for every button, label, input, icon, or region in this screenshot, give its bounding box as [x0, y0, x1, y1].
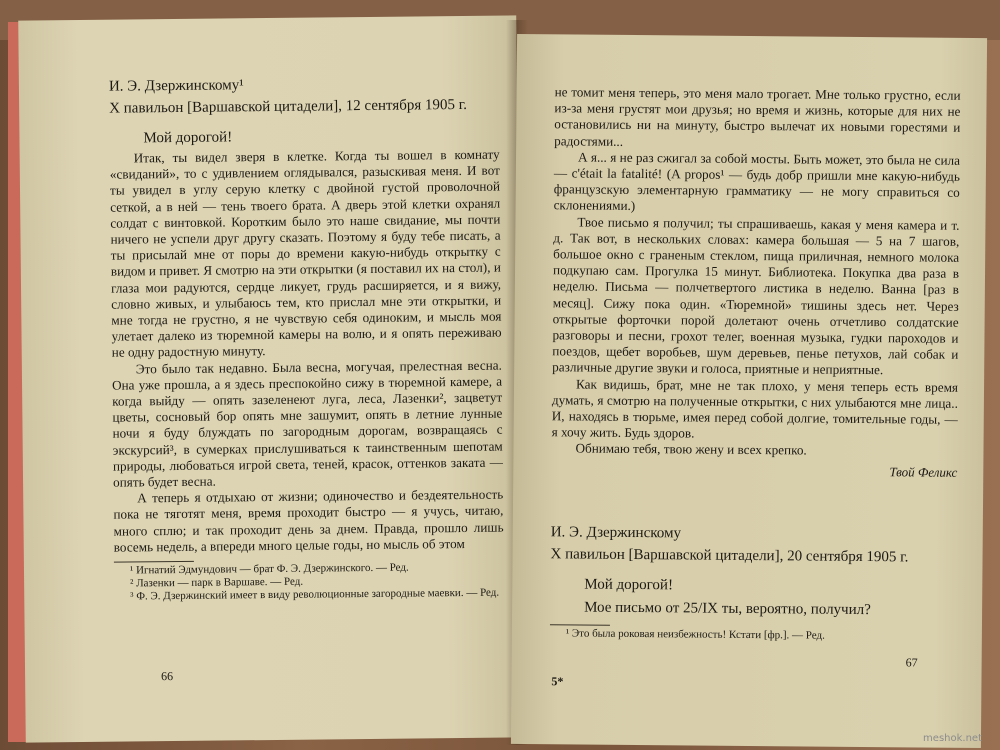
footnote: ¹ Игнатий Эдмундович — брат Ф. Э. Дзержинского. — Ред. — [129, 561, 409, 577]
letter-body — [110, 147, 504, 556]
signature: Твой Феликс — [889, 463, 958, 480]
letter-heading-recipient: И. Э. Дзержинскому¹ — [108, 77, 244, 95]
paragraph: Как видишь, брат, мне не так плохо, у меня теперь есть время думать, я смотрю на полученные открытки, с них улыбаются мне лица.. И, находясь в тюрьме, имея перед собой долгие, томительные годы, — я хочу жить. Будь здоров. — [551, 376, 959, 441]
footnote: ² Лазенки — парк в Варшаве. — Ред. — [130, 575, 304, 590]
footnotes — [550, 624, 825, 642]
page-number: 66 — [161, 669, 174, 684]
footnote: ³ Ф. Э. Дзержинский имеет в виду революционные загородные маевки. — Ред. — [130, 586, 500, 603]
right-page — [511, 34, 987, 748]
paragraph: Итак, ты видел зверя в клетке. Когда ты вошел в комнату «свиданий», то с удивлением оглядывался, разыскивая меня. И вот ты увидел в углу серую клетку с двойной густой проволочной сеткой, а в ней — тень твоего брата. А дверь этой клетки охранял солдат с винтовкой. Коротким было это наше свидание, мы почти ничего не успели друг другу сказать. Поэтому я буду тебе писать, а ты присылай мне от поры до времени какую-нибудь открытку с видом и привет. Я смотрю на эти открытки (я поставил их на стол), и глаза мои радуются, сердце ликует, грудь расширяется, и я вижу, словно живых, и улыбаюсь тем, кто прислал мне эти открытки, и мне тогда не грустно, я не чувствую себя одиноким, и мысль моя улетает далеко из тюремной камеры на волю, и я опять переживаю не одну радостную минуту. — [109, 146, 502, 361]
paragraph: не томит меня теперь, это меня мало трогает. Мне только грустно, если из-за меня грустят мои друзья; но время и жизнь, которые для них не остановились ни на минуту, быстро вылечат их новыми горестями и радостями... — [554, 84, 961, 149]
signature-mark: 5* — [551, 674, 564, 689]
letter-body-continued — [551, 84, 960, 460]
letter-heading-place-date: X павильон [Варшавской цитадели], 12 сентября 1905 г. — [109, 96, 468, 117]
watermark: meshok.net — [923, 733, 982, 744]
paragraph: Твое письмо я получил; ты спрашиваешь, какая у меня камера и т. д. Так вот, в нескольких словах: камера большая — 5 на 7 шагов, большое окно с граненым стеклом, пища приличная, немного молока подкупаю сам. Прогулка 15 минут. Библиотека. Покупка два раза в неделю. Письма — полчетвертого листика в неделю. Ванна [раз в месяц]. Сижу пока один. «Тюремной» тишины здесь нет. Через открытые форточки порой долетают очень отчетливо солдатские разговоры и песни, грохот телег, военная музыка, гудки пароходов и поездов, щебет воробьев, шум деревьев, пенье петухов, лай собак и различные другие звуки и голоса, приятные и неприятные. — [552, 214, 960, 378]
paragraph: Обнимаю тебя, твою жену и всех крепко. — [575, 440, 807, 458]
letter-greeting: Мой дорогой! — [143, 129, 233, 147]
paragraph: Это было так недавно. Была весна, могучая, прелестная весна. Она уже прошла, а я здесь преспокойно сижу в тюремной камере, а когда выйду — опять зазеленеют луга, леса, Лазенки², зацветут цветы, сосновый бор опять мне зашумит, опять в летние лунные ночи я буду блуждать по загородным дорогам, возвращаясь с экскурсий³, в сумерках прислушиваться к таинственным шепотам природы, любоваться игрой света, теней, красок, оттенков заката — опять будет весна. — [111, 357, 503, 490]
second-letter-heading-place-date: X павильон [Варшавской цитадели], 20 сентября 1905 г. — [550, 545, 909, 566]
second-letter-heading-recipient: И. Э. Дзержинскому — [550, 523, 682, 542]
footnote: ¹ Это была роковая неизбежность! Кстати [фр.]. — Ред. — [565, 627, 825, 642]
page-number: 67 — [905, 655, 918, 670]
paragraph: А я... я не раз сжигал за собой мосты. Быть может, это была не сила — c'était la fatalité! (A propos¹ — будь добр пришли мне какую-нибудь французскую элементарную грамматику — не могу справиться со склонениями.) — [553, 149, 961, 214]
second-letter-first-line: Мое письмо от 25/IX ты, вероятно, получил? — [584, 599, 871, 618]
footnotes — [114, 561, 500, 604]
left-page — [18, 15, 524, 742]
second-letter-greeting: Мой дорогой! — [584, 576, 674, 594]
paragraph: А теперь я отдыхаю от жизни; одиночество и бездеятельность пока не тяготят меня, время проходит быстро — я учусь, читаю, много сплю; и так проходит день за днем. Правда, прошло лишь восемь недель, а впереди много целые годы, но мысль об этом — [113, 486, 504, 555]
